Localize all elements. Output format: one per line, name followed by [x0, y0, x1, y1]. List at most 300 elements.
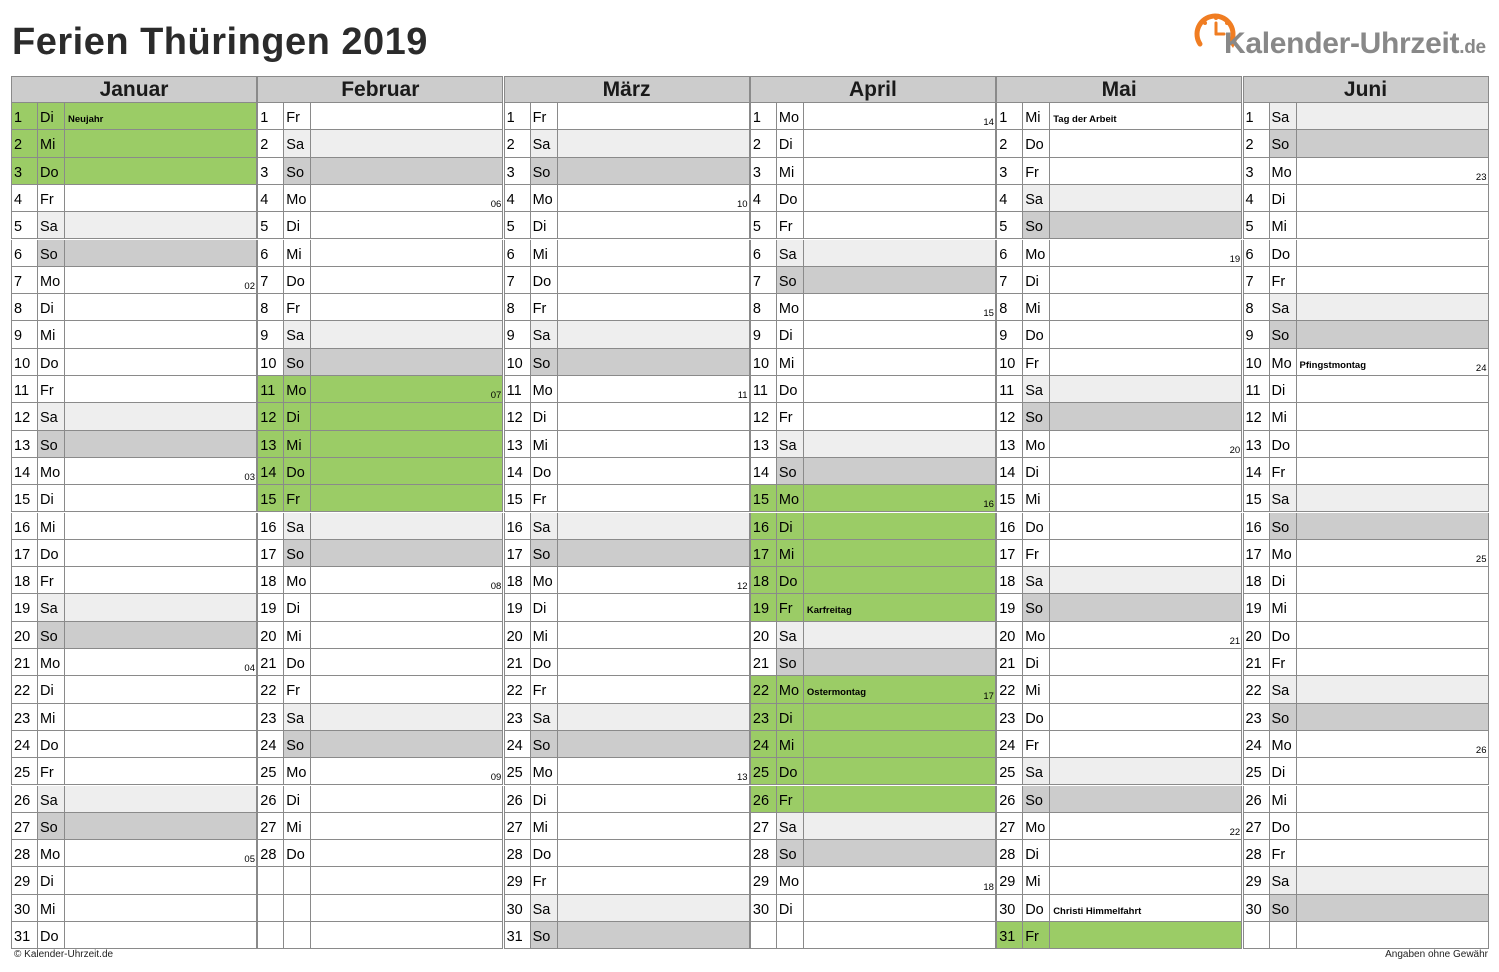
weekday-cell	[284, 540, 311, 566]
day-row[interactable]	[1243, 622, 1489, 649]
day-number: 4	[1245, 191, 1254, 208]
day-row[interactable]	[996, 867, 1242, 894]
day-row[interactable]	[504, 103, 750, 130]
day-row[interactable]	[257, 731, 503, 758]
day-row[interactable]	[750, 758, 996, 785]
day-row[interactable]	[11, 513, 257, 540]
day-row[interactable]	[1243, 267, 1489, 294]
day-row[interactable]	[750, 567, 996, 594]
day-number-cell	[12, 321, 38, 347]
day-row[interactable]	[996, 458, 1242, 485]
day-row[interactable]	[750, 485, 996, 512]
weekday-label: So	[778, 464, 797, 481]
day-row[interactable]	[750, 403, 996, 430]
note-cell	[65, 403, 256, 429]
day-row[interactable]	[750, 267, 996, 294]
day-row[interactable]	[11, 895, 257, 922]
holiday-label: Christi Himmelfahrt	[1053, 905, 1142, 917]
day-row[interactable]	[750, 895, 996, 922]
day-row[interactable]	[257, 704, 503, 731]
day-row[interactable]	[504, 485, 750, 512]
day-number: 17	[752, 546, 770, 563]
day-row[interactable]	[750, 649, 996, 676]
day-row[interactable]	[11, 403, 257, 430]
day-row[interactable]	[996, 813, 1242, 840]
day-row[interactable]	[257, 158, 503, 185]
day-row[interactable]	[750, 349, 996, 376]
note-cell	[1050, 704, 1241, 730]
day-row[interactable]	[1243, 294, 1489, 321]
day-row[interactable]	[750, 321, 996, 348]
day-row[interactable]	[996, 485, 1242, 512]
day-row[interactable]	[750, 731, 996, 758]
note-cell	[804, 649, 995, 675]
note-cell	[1297, 240, 1488, 266]
day-row[interactable]	[1243, 567, 1489, 594]
day-row[interactable]	[11, 540, 257, 567]
day-number-cell	[1244, 867, 1270, 893]
day-row[interactable]	[996, 895, 1242, 922]
day-row[interactable]	[11, 594, 257, 621]
day-number: 15	[260, 492, 277, 509]
day-number-cell	[505, 349, 531, 375]
month-column	[750, 76, 996, 949]
day-row[interactable]	[504, 676, 750, 703]
weekday-label: Mi	[286, 246, 302, 263]
day-row[interactable]	[504, 403, 750, 430]
day-row[interactable]	[504, 349, 750, 376]
day-row[interactable]	[1243, 349, 1489, 376]
day-row[interactable]	[1243, 895, 1489, 922]
week-number: 22	[1229, 827, 1241, 839]
day-row[interactable]	[504, 758, 750, 785]
day-row[interactable]	[257, 267, 503, 294]
weekday-label: Do	[532, 464, 552, 481]
day-row[interactable]	[750, 513, 996, 540]
day-row[interactable]	[504, 458, 750, 485]
weekday-label: Sa	[1271, 683, 1290, 700]
day-row[interactable]	[1243, 813, 1489, 840]
weekday-label: Di	[40, 110, 54, 126]
month-column	[257, 76, 503, 949]
day-number-cell	[1244, 758, 1270, 784]
day-row[interactable]	[504, 212, 750, 239]
day-number-cell	[997, 895, 1023, 921]
day-row[interactable]	[257, 431, 503, 458]
day-row[interactable]	[504, 813, 750, 840]
note-cell	[558, 321, 749, 347]
day-row[interactable]	[504, 431, 750, 458]
day-row[interactable]	[11, 649, 257, 676]
day-row[interactable]	[11, 240, 257, 267]
day-row[interactable]	[1243, 185, 1489, 212]
day-row[interactable]	[996, 321, 1242, 348]
day-row[interactable]	[1243, 704, 1489, 731]
note-cell	[1297, 158, 1488, 184]
note-cell	[65, 731, 256, 757]
week-number: 13	[737, 772, 748, 784]
day-row[interactable]	[11, 813, 257, 840]
day-row[interactable]	[11, 212, 257, 239]
day-row[interactable]	[996, 540, 1242, 567]
note-cell	[804, 185, 995, 211]
holiday-label: Karfreitag	[806, 605, 852, 617]
day-row[interactable]	[996, 103, 1242, 130]
day-row[interactable]	[750, 867, 996, 894]
day-number-cell	[258, 840, 284, 866]
day-row[interactable]	[504, 895, 750, 922]
day-row[interactable]	[11, 485, 257, 512]
weekday-cell	[777, 895, 804, 921]
day-row[interactable]	[504, 540, 750, 567]
note-cell	[1297, 513, 1488, 539]
day-row[interactable]	[750, 185, 996, 212]
day-row[interactable]	[996, 594, 1242, 621]
day-row[interactable]	[750, 130, 996, 157]
day-row[interactable]	[257, 758, 503, 785]
day-number-cell	[258, 895, 284, 921]
day-number-cell	[997, 321, 1023, 347]
day-row[interactable]	[257, 567, 503, 594]
day-row[interactable]	[750, 376, 996, 403]
day-row[interactable]	[750, 622, 996, 649]
day-row[interactable]	[1243, 758, 1489, 785]
day-row[interactable]	[1243, 403, 1489, 430]
day-row[interactable]	[1243, 540, 1489, 567]
day-row[interactable]	[257, 240, 503, 267]
day-row[interactable]	[504, 158, 750, 185]
day-number-cell	[751, 567, 777, 593]
day-row[interactable]	[750, 158, 996, 185]
day-row[interactable]	[504, 840, 750, 867]
day-row[interactable]	[504, 786, 750, 813]
day-row[interactable]	[257, 485, 503, 512]
day-row[interactable]	[996, 758, 1242, 785]
day-number: 29	[506, 874, 523, 891]
day-row[interactable]	[750, 704, 996, 731]
weekday-label: Mi	[778, 737, 795, 754]
day-row[interactable]	[996, 649, 1242, 676]
page-title: Ferien Thüringen 2019	[12, 21, 428, 63]
day-row[interactable]	[11, 376, 257, 403]
day-row[interactable]	[257, 594, 503, 621]
weekday-cell	[1270, 922, 1297, 948]
day-row[interactable]	[504, 567, 750, 594]
weekday-cell	[1023, 240, 1050, 266]
note-cell	[311, 540, 502, 566]
day-row[interactable]	[750, 431, 996, 458]
day-row[interactable]	[996, 567, 1242, 594]
day-row[interactable]	[257, 513, 503, 540]
day-row[interactable]	[750, 103, 996, 130]
weekday-cell	[777, 130, 804, 156]
weekday-cell	[531, 813, 558, 839]
day-row[interactable]	[1243, 867, 1489, 894]
day-row[interactable]	[11, 130, 257, 157]
day-row[interactable]	[11, 349, 257, 376]
day-row[interactable]	[1243, 130, 1489, 157]
day-number-cell	[1244, 130, 1270, 156]
logo-name: Kalender-Uhrzeit	[1224, 27, 1460, 60]
weekday-cell	[1023, 786, 1050, 812]
day-row[interactable]	[750, 540, 996, 567]
weekday-label: Fr	[1025, 546, 1039, 563]
day-number: 31	[506, 929, 523, 945]
day-row[interactable]	[11, 294, 257, 321]
day-row[interactable]	[11, 786, 257, 813]
day-number-cell	[751, 212, 777, 238]
day-row[interactable]	[996, 840, 1242, 867]
weekday-cell	[777, 704, 804, 730]
weekday-cell	[1270, 212, 1297, 238]
day-number: 2	[999, 137, 1008, 154]
day-number: 11	[506, 383, 522, 399]
note-cell	[804, 431, 995, 457]
day-number: 16	[14, 519, 31, 536]
day-row[interactable]	[1243, 103, 1489, 130]
day-row[interactable]	[996, 349, 1242, 376]
day-row[interactable]	[504, 267, 750, 294]
note-cell	[65, 540, 256, 566]
day-row[interactable]	[257, 321, 503, 348]
day-number: 7	[260, 273, 269, 290]
weekday-label: Do	[778, 191, 798, 208]
day-row[interactable]	[11, 758, 257, 785]
note-cell	[804, 922, 995, 948]
weekday-label: Do	[1025, 137, 1044, 154]
day-row[interactable]	[1243, 458, 1489, 485]
day-row[interactable]	[996, 704, 1242, 731]
weekday-cell	[777, 294, 804, 320]
day-number-cell	[505, 431, 531, 457]
day-row[interactable]	[257, 622, 503, 649]
weekday-cell	[777, 594, 804, 620]
day-row[interactable]	[11, 431, 257, 458]
day-row[interactable]	[996, 158, 1242, 185]
day-row[interactable]	[504, 922, 750, 949]
weekday-cell	[531, 567, 558, 593]
day-row[interactable]	[257, 130, 503, 157]
note-cell	[65, 240, 256, 266]
day-row[interactable]	[996, 376, 1242, 403]
day-row[interactable]	[257, 786, 503, 813]
day-row[interactable]	[11, 267, 257, 294]
weekday-cell	[531, 103, 558, 129]
day-row[interactable]	[750, 786, 996, 813]
day-row[interactable]	[504, 185, 750, 212]
day-number: 6	[260, 246, 269, 263]
day-row[interactable]	[1243, 212, 1489, 239]
note-cell	[1050, 622, 1241, 648]
week-number: 14	[983, 117, 994, 129]
day-number: 26	[999, 792, 1016, 809]
day-row[interactable]	[11, 676, 257, 703]
day-number-cell	[12, 212, 38, 238]
day-row[interactable]	[504, 649, 750, 676]
day-row[interactable]	[750, 840, 996, 867]
day-number: 30	[1245, 901, 1262, 918]
day-row[interactable]	[11, 731, 257, 758]
note-cell	[558, 895, 749, 921]
weekday-label: Fr	[778, 792, 793, 809]
day-row[interactable]	[257, 458, 503, 485]
weekday-cell	[777, 458, 804, 484]
weekday-cell	[1023, 103, 1050, 129]
day-row[interactable]	[996, 622, 1242, 649]
day-row[interactable]	[1243, 240, 1489, 267]
weekday-cell	[1023, 130, 1050, 156]
day-number: 25	[260, 765, 277, 782]
day-row[interactable]	[11, 622, 257, 649]
day-row[interactable]	[11, 185, 257, 212]
weekday-cell	[284, 813, 311, 839]
day-row[interactable]	[11, 704, 257, 731]
weekday-cell	[284, 895, 311, 921]
day-row[interactable]	[996, 294, 1242, 321]
day-row[interactable]	[504, 240, 750, 267]
day-row[interactable]	[996, 240, 1242, 267]
day-row[interactable]	[257, 540, 503, 567]
day-number: 1	[999, 110, 1008, 126]
day-number-cell	[258, 622, 284, 648]
day-row[interactable]	[257, 840, 503, 867]
note-cell	[65, 431, 256, 457]
day-row[interactable]	[1243, 594, 1489, 621]
day-row[interactable]	[11, 567, 257, 594]
day-number: 10	[999, 355, 1016, 372]
day-row[interactable]	[504, 513, 750, 540]
day-row[interactable]	[996, 267, 1242, 294]
weekday-cell	[1023, 158, 1050, 184]
note-cell	[1050, 895, 1241, 921]
day-row[interactable]	[1243, 840, 1489, 867]
day-number-cell	[1244, 895, 1270, 921]
day-row[interactable]	[996, 676, 1242, 703]
day-row[interactable]	[996, 431, 1242, 458]
weekday-label: So	[40, 246, 58, 263]
weekday-cell	[38, 567, 65, 593]
day-number-cell	[1244, 786, 1270, 812]
day-row[interactable]	[257, 403, 503, 430]
day-row[interactable]	[1243, 786, 1489, 813]
day-row[interactable]	[257, 813, 503, 840]
day-row[interactable]	[504, 867, 750, 894]
day-row[interactable]	[750, 240, 996, 267]
weekday-cell	[1270, 840, 1297, 866]
weekday-label: Fr	[286, 110, 300, 126]
day-row[interactable]	[996, 731, 1242, 758]
day-row[interactable]	[750, 458, 996, 485]
day-number-cell	[751, 158, 777, 184]
day-row[interactable]	[504, 704, 750, 731]
day-row[interactable]	[504, 130, 750, 157]
day-row[interactable]	[504, 594, 750, 621]
day-row[interactable]	[257, 185, 503, 212]
day-row[interactable]	[11, 867, 257, 894]
day-row[interactable]	[11, 158, 257, 185]
day-row[interactable]	[1243, 676, 1489, 703]
day-number: 11	[1245, 383, 1261, 399]
day-number-cell	[1244, 813, 1270, 839]
day-number-cell	[751, 130, 777, 156]
weekday-label: Di	[286, 792, 300, 809]
note-cell	[558, 649, 749, 675]
day-number-cell	[751, 786, 777, 812]
weekday-label: So	[1271, 710, 1290, 727]
day-row[interactable]	[1243, 485, 1489, 512]
day-number-cell	[12, 267, 38, 293]
day-row[interactable]	[750, 294, 996, 321]
day-row[interactable]	[257, 676, 503, 703]
day-number-cell	[12, 376, 38, 402]
weekday-cell	[531, 867, 558, 893]
day-row[interactable]	[996, 130, 1242, 157]
day-row[interactable]	[750, 813, 996, 840]
note-cell	[65, 103, 256, 129]
day-row[interactable]	[1243, 513, 1489, 540]
day-row[interactable]	[996, 212, 1242, 239]
weekday-label: Do	[40, 546, 59, 563]
day-row[interactable]	[750, 676, 996, 703]
day-row[interactable]	[1243, 731, 1489, 758]
day-row[interactable]	[11, 840, 257, 867]
day-row[interactable]	[996, 185, 1242, 212]
day-row[interactable]	[750, 594, 996, 621]
day-row[interactable]	[504, 376, 750, 403]
day-row[interactable]	[11, 458, 257, 485]
day-number: 23	[14, 710, 31, 727]
day-row[interactable]	[1243, 376, 1489, 403]
weekday-label: So	[778, 656, 797, 672]
day-row[interactable]	[996, 403, 1242, 430]
note-cell	[558, 349, 749, 375]
day-row[interactable]	[1243, 158, 1489, 185]
day-number-cell	[12, 158, 38, 184]
day-number-cell	[12, 786, 38, 812]
day-number: 29	[752, 874, 770, 891]
day-row[interactable]	[996, 922, 1242, 949]
day-row[interactable]	[504, 294, 750, 321]
day-row[interactable]	[1243, 649, 1489, 676]
day-row[interactable]	[11, 103, 257, 130]
day-row[interactable]	[11, 922, 257, 949]
day-row[interactable]	[257, 376, 503, 403]
day-row[interactable]	[504, 622, 750, 649]
day-row[interactable]	[750, 212, 996, 239]
day-row[interactable]	[257, 294, 503, 321]
month-header: Mai	[996, 76, 1242, 103]
day-row[interactable]	[1243, 431, 1489, 458]
day-row[interactable]	[257, 103, 503, 130]
note-cell	[311, 431, 502, 457]
day-number: 5	[506, 219, 515, 236]
day-row[interactable]	[996, 513, 1242, 540]
day-row[interactable]	[257, 649, 503, 676]
day-row[interactable]	[257, 212, 503, 239]
day-number: 12	[260, 410, 277, 427]
day-row[interactable]	[996, 786, 1242, 813]
brand-logo[interactable]	[1192, 6, 1492, 68]
day-number: 30	[752, 901, 770, 918]
day-number: 9	[999, 328, 1008, 345]
note-cell	[1297, 267, 1488, 293]
day-row[interactable]	[504, 731, 750, 758]
day-row[interactable]	[11, 321, 257, 348]
day-row[interactable]	[1243, 321, 1489, 348]
day-row[interactable]	[504, 321, 750, 348]
day-row[interactable]	[257, 349, 503, 376]
weekday-cell	[1270, 895, 1297, 921]
